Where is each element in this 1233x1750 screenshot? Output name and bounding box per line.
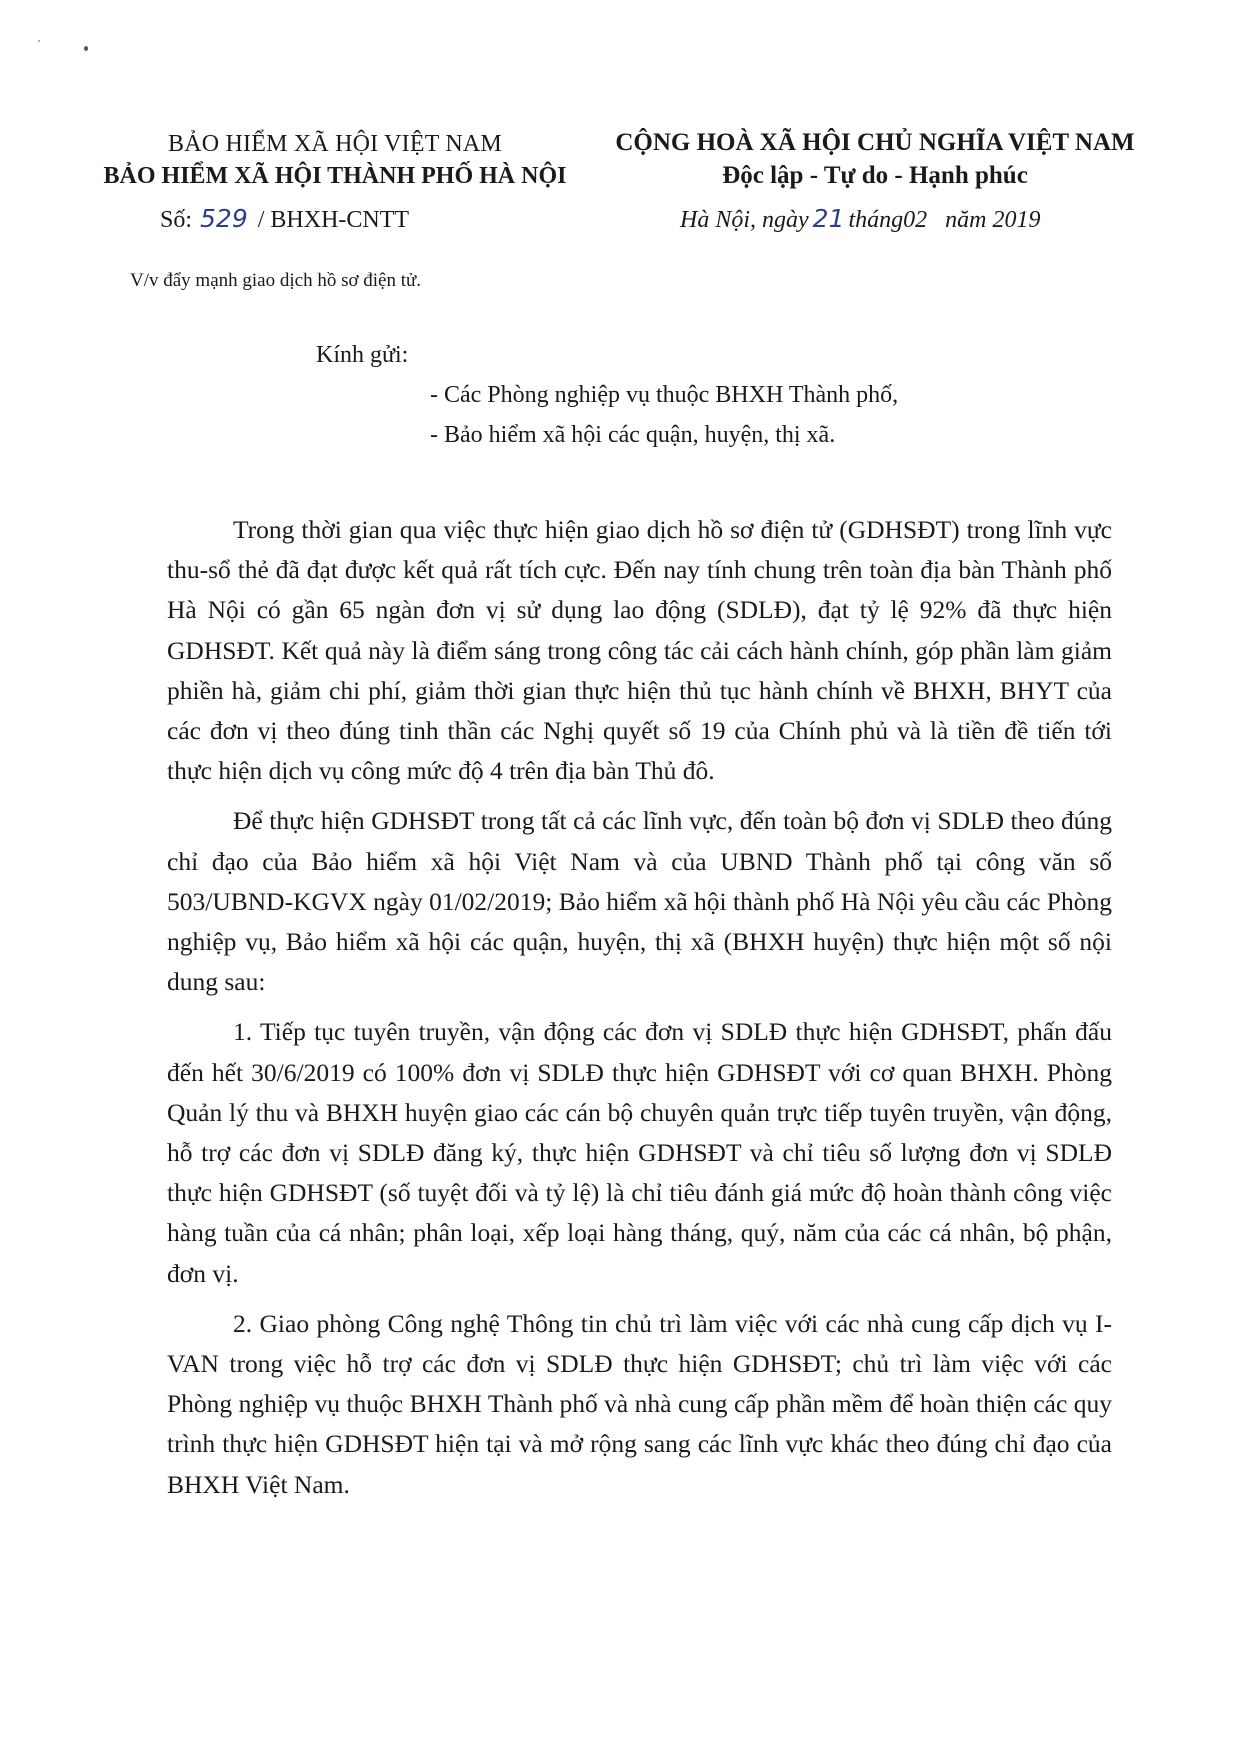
national-motto: Độc lập - Tự do - Hạnh phúc [722, 162, 1028, 189]
date-month-label: tháng [848, 207, 904, 233]
body-paragraph: Trong thời gian qua việc thực hiện giao dịch hồ sơ điện tử (GDHSĐT) trong lĩnh vực thu-sổ thẻ đã đạt được kết quả rất tích cực. Đến nay tính chung trên toàn địa bàn Thành phố Hà Nội có gần 65 ngàn đơn vị sử dụng lao động (SDLĐ), đạt tỷ lệ 92% đã thực hiện GDHSĐT. Kết quả này là điểm sáng trong công tác cải cách hành chính, góp phần làm giảm phiền hà, giảm chi phí, giảm thời gian thực hiện thủ tục hành chính về BHXH, BHYT của các đơn vị theo đúng tinh thần các Nghị quyết số 19 của Chính phủ và là tiền đề tiến tới thực hiện dịch vụ công mức độ 4 trên địa bàn Thủ đô. [167, 515, 1112, 786]
national-header-block [585, 126, 1165, 192]
doc-number-prefix: Số: [160, 207, 193, 233]
date-year: năm 2019 [945, 207, 1041, 233]
parent-agency-name: BẢO HIỂM XÃ HỘI VIỆT NAM [168, 131, 502, 157]
scan-speck [84, 46, 88, 51]
document-subject: V/v đẩy mạnh giao dịch hồ sơ điện tử. [130, 270, 422, 291]
date-prefix: Hà Nội, ngày [680, 207, 809, 233]
nation-name: CỘNG HOÀ XÃ HỘI CHỦ NGHĨA VIỆT NAM [615, 129, 1135, 156]
agency-name: BẢO HIỂM XÃ HỘI THÀNH PHỐ HÀ NỘI [103, 163, 567, 189]
doc-number-handwritten: 529 [200, 204, 248, 233]
issue-date [680, 204, 1041, 234]
scan-speck [38, 40, 40, 42]
document-number [160, 204, 409, 234]
document-body [167, 510, 1112, 1515]
body-paragraph: Để thực hiện GDHSĐT trong tất cả các lĩnh vực, đến toàn bộ đơn vị SDLĐ theo đúng chỉ đạo của Bảo hiểm xã hội Việt Nam và của UBND Thành phố tại công văn số 503/UBND-KGVX ngày 01/02/2019; Bảo hiểm xã hội thành phố Hà Nội yêu cầu các Phòng nghiệp vụ, Bảo hiểm xã hội các quận, huyện, thị xã (BHXH huyện) thực hiện một số nội dung sau: [167, 806, 1112, 997]
body-paragraph: 1. Tiếp tục tuyên truyền, vận động các đơn vị SDLĐ thực hiện GDHSĐT, phấn đấu đến hết 30/6/2019 có 100% đơn vị SDLĐ thực hiện GDHSĐT với cơ quan BHXH. Phòng Quản lý thu và BHXH huyện giao các cán bộ chuyên quản trực tiếp tuyên truyền, vận động, hỗ trợ các đơn vị SDLĐ đăng ký, thực hiện GDHSĐT và chỉ tiêu số lượng đơn vị SDLĐ thực hiện GDHSĐT (số tuyệt đối và tỷ lệ) là chỉ tiêu đánh giá mức độ hoàn thành công việc hàng tuần của cá nhân; phân loại, xếp loại hàng tháng, quý, năm của các cá nhân, bộ phận, đơn vị. [167, 1017, 1112, 1288]
date-month: 02 [903, 207, 928, 233]
addressee-label: Kính gửi: [316, 342, 409, 368]
issuing-agency-block [95, 128, 575, 192]
recipient-item: - Bảo hiểm xã hội các quận, huyện, thị xã. [430, 422, 836, 448]
date-day-handwritten: 21 [812, 204, 845, 233]
recipient-item: - Các Phòng nghiệp vụ thuộc BHXH Thành phố, [430, 382, 899, 408]
doc-number-suffix: / BHXH-CNTT [257, 207, 410, 233]
body-paragraph: 2. Giao phòng Công nghệ Thông tin chủ trì làm việc với các nhà cung cấp dịch vụ I-VAN trong việc hỗ trợ các đơn vị SDLĐ thực hiện GDHSĐT; chủ trì làm việc với các Phòng nghiệp vụ thuộc BHXH Thành phố và nhà cung cấp phần mềm để hoàn thiện các quy trình thực hiện GDHSĐT hiện tại và mở rộng sang các lĩnh vực khác theo đúng chỉ đạo của BHXH Việt Nam. [167, 1308, 1112, 1499]
